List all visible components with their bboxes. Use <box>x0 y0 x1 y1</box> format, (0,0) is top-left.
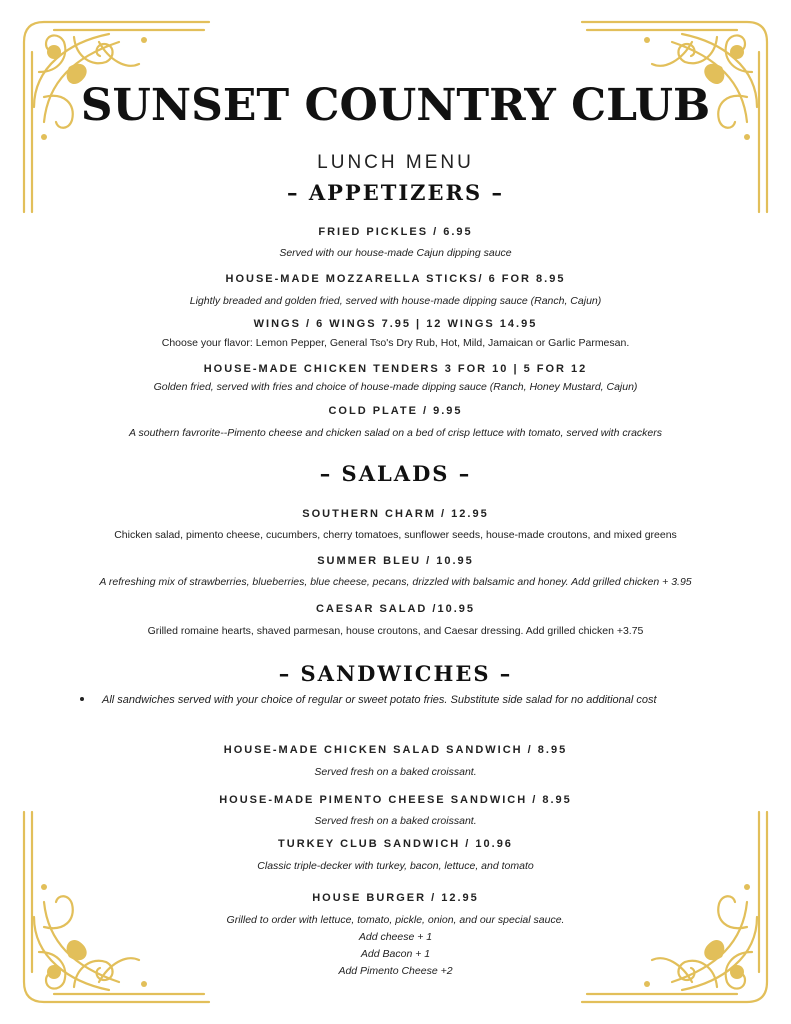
appetizer-item-title: COLD PLATE / 9.95 <box>328 405 463 417</box>
sandwich-item-desc: Classic triple-decker with turkey, bacon, lettuce, and tomato <box>257 860 534 872</box>
burger-addon: Add Pimento Cheese +2 <box>338 965 453 977</box>
salad-item-desc: Grilled romaine hearts, shaved parmesan, house croutons, and Caesar dressing. Add grilled chicken +3.75 <box>147 625 644 637</box>
sandwiches-note-text: All sandwiches served with your choice of regular or sweet potato fries. Substitute side salad for no additional cost <box>102 694 657 706</box>
appetizer-item-title: HOUSE-MADE MOZZARELLA STICKS/ 6 FOR 8.95 <box>225 273 566 285</box>
sandwich-item-title: HOUSE-MADE CHICKEN SALAD SANDWICH / 8.95 <box>223 744 568 756</box>
sandwiches-note <box>80 694 760 706</box>
appetizer-item-title: HOUSE-MADE CHICKEN TENDERS 3 FOR 10 | 5 FOR 12 <box>203 363 588 375</box>
club-title: SUNSET COUNTRY CLUB <box>80 80 711 131</box>
salad-item-title: SUMMER BLEU / 10.95 <box>317 555 474 567</box>
sandwiches-heading: – SANDWICHES – <box>278 661 513 686</box>
appetizer-item-desc: Golden fried, served with fries and choice of house-made dipping sauce (Ranch, Honey Mustard, Cajun) <box>153 381 638 393</box>
burger-addon: Add Bacon + 1 <box>360 948 431 960</box>
appetizers-heading: – APPETIZERS – <box>287 180 504 205</box>
gold-corner-ornament-bottom-left <box>14 802 224 1012</box>
appetizer-item-desc: Served with our house-made Cajun dipping sauce <box>279 247 512 259</box>
appetizer-item-title: WINGS / 6 WINGS 7.95 | 12 WINGS 14.95 <box>253 318 538 330</box>
sandwich-item-title: TURKEY CLUB SANDWICH / 10.96 <box>278 838 513 850</box>
sandwich-item-desc: Served fresh on a baked croissant. <box>314 766 477 778</box>
appetizer-item-desc: A southern favrorite--Pimento cheese and chicken salad on a bed of crisp lettuce with tomato, served with crackers <box>128 427 663 439</box>
bullet-icon <box>80 697 84 701</box>
sandwich-item-desc <box>0 912 791 980</box>
salad-item-title: SOUTHERN CHARM / 12.95 <box>302 508 489 520</box>
sandwich-item-title: HOUSE BURGER / 12.95 <box>312 892 479 904</box>
menu-subtitle: LUNCH MENU <box>317 152 474 173</box>
appetizer-item-title: FRIED PICKLES / 6.95 <box>318 226 473 238</box>
sandwich-item-desc: Served fresh on a baked croissant. <box>314 815 477 827</box>
burger-desc: Grilled to order with lettuce, tomato, pickle, onion, and our special sauce. <box>226 914 565 926</box>
salad-item-title: CAESAR SALAD /10.95 <box>315 603 476 615</box>
appetizer-item-desc: Lightly breaded and golden fried, served with house-made dipping sauce (Ranch, Cajun) <box>189 295 602 307</box>
salads-heading: – SALADS – <box>319 461 472 486</box>
gold-corner-ornament-bottom-right <box>567 802 777 1012</box>
appetizer-item-desc: Choose your flavor: Lemon Pepper, General Tso's Dry Rub, Hot, Mild, Jamaican or Garlic Parmesan. <box>161 337 630 349</box>
burger-addon: Add cheese + 1 <box>358 931 433 943</box>
salad-item-desc: Chicken salad, pimento cheese, cucumbers, cherry tomatoes, sunflower seeds, house-made croutons, and mixed greens <box>114 529 677 541</box>
sandwich-item-title: HOUSE-MADE PIMENTO CHEESE SANDWICH / 8.95 <box>219 794 572 806</box>
salad-item-desc: A refreshing mix of strawberries, blueberries, blue cheese, pecans, drizzled with balsamic and honey. Add grilled chicken + 3.95 <box>99 576 692 588</box>
